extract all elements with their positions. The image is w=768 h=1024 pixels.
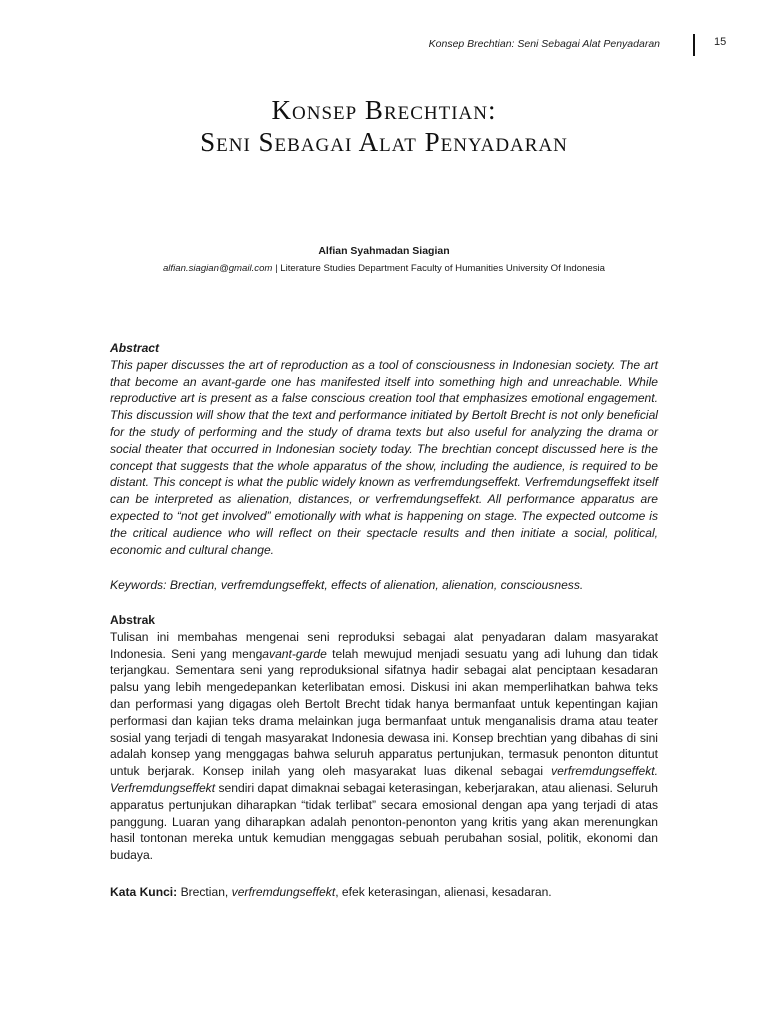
abstract-text: This paper discusses the art of reproduction as a tool of consciousness in Indonesian society. The art that become an avant-garde one has manifested itself into something high and unreachable. While reproductive art is present as a false conscious creation tool that emphasizes emotional engagement. This discussion will show that the text and performance initiated by Bertolt Brecht is not only beneficial for the study of performing and the study of drama texts but also useful for analyzing the drama or social theater that occurred in Indonesian society today. The brechtian concept discussed here is the concept that suggests that the whole apparatus of the show, including the audience, is required to be distant. This concept is what the public widely known as verfremdungseffekt. Verfremdungseffekt itself can be interpreted as alienation, distances, or verfremdungseffekt. All performance apparatus are expected to “not get involved” emotionally with what is happening on stage. The expected outcome is the critical audience who will reflect on their spectacle results and then initiate a social, political, economic and cultural change. — [110, 357, 658, 557]
abstract-english — [110, 340, 658, 558]
author-name: Alfian Syahmadan Siagian — [318, 245, 450, 257]
abstrak-italic-1: avant-garde — [262, 646, 327, 661]
affiliation-separator: | — [272, 263, 281, 274]
kata-kunci-italic: verfremdungseffekt — [231, 885, 336, 899]
title-line-1: Konsep Brechtian: — [271, 95, 497, 125]
affiliation-text: Literature Studies Department Faculty of Humanities University Of Indonesia — [280, 263, 606, 274]
author-email: alfian.siagian@gmail.com — [162, 263, 273, 274]
abstrak-heading: Abstrak — [110, 613, 156, 627]
running-title: Konsep Brechtian: Seni Sebagai Alat Penyadaran — [428, 38, 660, 50]
header-rule — [693, 34, 695, 56]
keywords-english: Keywords: Brectian, verfremdungseffekt, effects of alienation, alienation, consciousness. — [110, 578, 584, 592]
author-affiliation — [0, 263, 768, 274]
kata-kunci-before: Brectian, — [177, 885, 232, 899]
abstract-indonesian — [110, 612, 658, 864]
abstrak-italic-2: verfremdungseffekt. Verfremdungseffekt — [110, 764, 658, 795]
abstract-heading: Abstract — [110, 341, 160, 355]
title-line-2: Seni Sebagai Alat Penyadaran — [200, 127, 568, 157]
abstrak-part-1: Tulisan ini membahas mengenai seni reproduksi sebagai alat penyadaran dalam masyarakat Indonesia. Seni yang meng — [110, 629, 658, 661]
page-number: 15 — [714, 36, 727, 48]
abstrak-text — [110, 629, 658, 864]
kata-kunci-after: , efek keterasingan, alienasi, kesadaran. — [335, 885, 552, 899]
kata-kunci-label: Kata Kunci: — [110, 885, 178, 899]
abstrak-part-3: sendiri dapat dimaknai sebagai keterasingan, keberjarakan, atau alienasi. Seluruh apparatus pertunjukan diharapkan “tidak terlibat” secara emosional dengan apa yang terjadi di atas panggung. Luaran yang diharapkan adalah penonton-penonton yang kritis yang akan merenungkan hasil tontonan mereka untuk kemudian menggagas sebuah perubahan sosial, politik, ekonomi dan budaya. — [110, 780, 658, 863]
abstrak-part-2: telah mewujud menjadi sesuatu yang adi luhung dan tidak terjangkau. Sementara seni yang reproduksional sifatnya hadir sebagai alat penciptaan kesadaran palsu yang lebih mengedepankan keterlibatan emosi. Diskusi ini akan memperlihatkan bahwa teks dan performasi yang digagas oleh Bertolt Brecht tidak hanya bermanfaat untuk kepentingan kajian performasi dan kajian teks drama melainkan juga bermanfaat untuk menganalisis drama atau teater sosial yang terjadi di tengah masyarakat Indonesia dewasa ini. Konsep brechtian yang dibahas di sini adalah konsep yang menggagas bahwa seluruh apparatus pertunjukan, termasuk penonton dituntut untuk berjarak. Konsep inilah yang oleh masyarakat luas dikenal sebagai — [110, 646, 658, 779]
keywords-indonesian — [110, 884, 658, 901]
paper-title — [0, 94, 768, 158]
